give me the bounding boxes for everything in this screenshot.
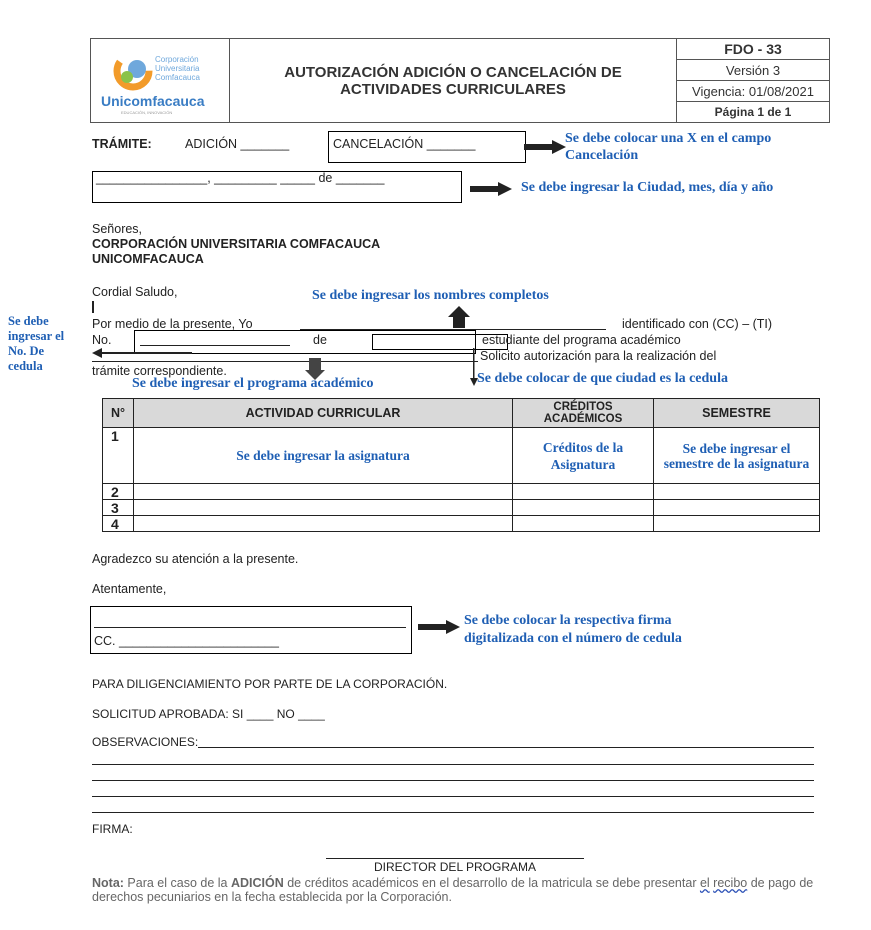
arrow-right-icon bbox=[524, 140, 566, 154]
nota-paragraph bbox=[92, 876, 820, 904]
col-actividad: ACTIVIDAD CURRICULAR bbox=[134, 399, 513, 428]
greeting: Cordial Saludo, bbox=[92, 285, 178, 299]
nota-text-4: de pago de derechos pecuniarios en la fecha establecida por la Corporación. bbox=[92, 876, 814, 904]
col-n: N° bbox=[103, 399, 134, 428]
activities-table bbox=[102, 398, 820, 532]
arrow-right-icon bbox=[470, 182, 512, 196]
row-actividad: Se debe ingresar la asignatura bbox=[134, 428, 513, 484]
obs-line bbox=[92, 796, 814, 797]
tramite-cancelacion: CANCELACIÓN _______ bbox=[333, 137, 476, 151]
row-semestre bbox=[654, 484, 820, 500]
note-firma-line-1: Se debe colocar la respectiva firma bbox=[464, 613, 672, 628]
nota-label: Nota: bbox=[92, 876, 124, 890]
title-line-2: ACTIVIDADES CURRICULARES bbox=[340, 80, 566, 98]
solicito-text: Solicito autorización para la realización del bbox=[480, 349, 717, 363]
obs-line bbox=[92, 780, 814, 781]
salutation: Señores, bbox=[92, 222, 143, 236]
table-row bbox=[103, 516, 820, 532]
logo-line-3: Comfacauca bbox=[155, 72, 200, 82]
cc-line: CC. _______________________ bbox=[94, 634, 279, 648]
tramite-label: TRÁMITE: bbox=[92, 137, 152, 151]
row-number: 1 bbox=[103, 428, 134, 484]
note-firma-line-2: digitalizada con el número de cedula bbox=[464, 631, 682, 646]
nota-recibo: recibo bbox=[713, 876, 748, 890]
row-semestre: Se debe ingresar el semestre de la asignatura bbox=[654, 428, 820, 484]
row-actividad bbox=[134, 500, 513, 516]
body-line1-start: Por medio de la presente, Yo bbox=[92, 317, 253, 331]
thanks-text: Agradezco su atención a la presente. bbox=[92, 552, 299, 566]
logo-icon bbox=[113, 51, 153, 91]
nota-el: el bbox=[699, 876, 710, 890]
form-title bbox=[230, 39, 677, 123]
row-semestre bbox=[654, 500, 820, 516]
col-semestre: SEMESTRE bbox=[654, 399, 820, 428]
note-ciudad: Se debe colocar de que ciudad es la cedula bbox=[477, 371, 728, 386]
logo-name: Unicomfacauca bbox=[101, 92, 205, 109]
nota-text-2: de créditos académicos en el desarrollo de la matricula se debe presentar bbox=[283, 876, 700, 890]
note-cancelacion bbox=[565, 130, 771, 164]
estudiante-text: estudiante del programa académico bbox=[482, 333, 681, 347]
document-header bbox=[90, 38, 830, 123]
obs-line bbox=[92, 764, 814, 765]
no-label: No. bbox=[92, 333, 112, 347]
logo-line-2: Universitaria bbox=[155, 63, 200, 73]
note-programa: Se debe ingresar el programa académico bbox=[132, 376, 374, 391]
arrow-left-icon bbox=[92, 348, 192, 358]
body-line1-end: identificado con (CC) – (TI) bbox=[622, 317, 773, 331]
form-version: Versión 3 bbox=[677, 60, 830, 81]
signature-line bbox=[94, 627, 406, 628]
row-creditos: Créditos de la Asignatura bbox=[513, 428, 654, 484]
form-pagina: Página 1 de 1 bbox=[677, 102, 830, 123]
date-line: ________________, _________ _____ de _______ bbox=[96, 171, 385, 185]
obs-line bbox=[92, 812, 814, 813]
note-date: Se debe ingresar la Ciudad, mes, día y año bbox=[521, 180, 774, 195]
director-signature-line bbox=[326, 858, 584, 859]
observaciones-label: OBSERVACIONES: bbox=[92, 735, 199, 749]
logo-cell bbox=[91, 39, 230, 123]
row-creditos bbox=[513, 500, 654, 516]
note-cancelacion-line-2: Cancelación bbox=[565, 148, 639, 163]
row-actividad bbox=[134, 484, 513, 500]
logo-line-1: Corporación bbox=[155, 54, 199, 64]
obs-line bbox=[198, 747, 814, 748]
nota-text-1: Para el caso de la bbox=[123, 876, 231, 890]
tramite-correspondiente: trámite correspondiente. bbox=[92, 364, 227, 378]
table-header-row bbox=[103, 399, 820, 428]
programa-line bbox=[92, 361, 478, 362]
row-creditos bbox=[513, 484, 654, 500]
note-firma bbox=[464, 612, 682, 648]
de-label: de bbox=[313, 333, 327, 347]
row-number: 2 bbox=[103, 484, 134, 500]
table-row bbox=[103, 500, 820, 516]
row-number: 4 bbox=[103, 516, 134, 532]
tramite-adicion: ADICIÓN _______ bbox=[185, 137, 290, 151]
table-row bbox=[103, 428, 820, 484]
org-name: CORPORACIÓN UNIVERSITARIA COMFACAUCA bbox=[92, 237, 381, 251]
cursor-bar bbox=[92, 301, 94, 313]
form-vigencia: Vigencia: 01/08/2021 bbox=[677, 81, 830, 102]
table-row bbox=[103, 484, 820, 500]
row-semestre bbox=[654, 516, 820, 532]
logo-tagline: EDUCACIÓN, INNOVACIÓN bbox=[121, 109, 173, 115]
org-short: UNICOMFACAUCA bbox=[92, 252, 204, 266]
arrow-up-icon bbox=[448, 306, 470, 328]
firma-label: FIRMA: bbox=[92, 822, 133, 836]
nota-adicion: ADICIÓN bbox=[230, 876, 284, 890]
row-number: 3 bbox=[103, 500, 134, 516]
director-label: DIRECTOR DEL PROGRAMA bbox=[373, 860, 537, 874]
logo bbox=[91, 41, 229, 121]
row-creditos bbox=[513, 516, 654, 532]
note-cedula: Se debe ingresar el No. De cedula bbox=[8, 314, 65, 373]
note-cancelacion-line-1: Se debe colocar una X en el campo bbox=[565, 131, 772, 146]
atentamente: Atentamente, bbox=[92, 582, 167, 596]
title-line-1: AUTORIZACIÓN ADICIÓN O CANCELACIÓN DE bbox=[284, 63, 622, 81]
row-actividad bbox=[134, 516, 513, 532]
arrow-right-icon bbox=[418, 620, 460, 634]
note-names: Se debe ingresar los nombres completos bbox=[312, 288, 549, 303]
corp-heading: PARA DILIGENCIAMIENTO POR PARTE DE LA CORPORACIÓN. bbox=[92, 677, 448, 691]
col-creditos: CRÉDITOS ACADÉMICOS bbox=[513, 399, 654, 428]
form-code: FDO - 33 bbox=[677, 39, 830, 60]
solicitud-aprobada: SOLICITUD APROBADA: SI ____ NO ____ bbox=[92, 707, 325, 721]
